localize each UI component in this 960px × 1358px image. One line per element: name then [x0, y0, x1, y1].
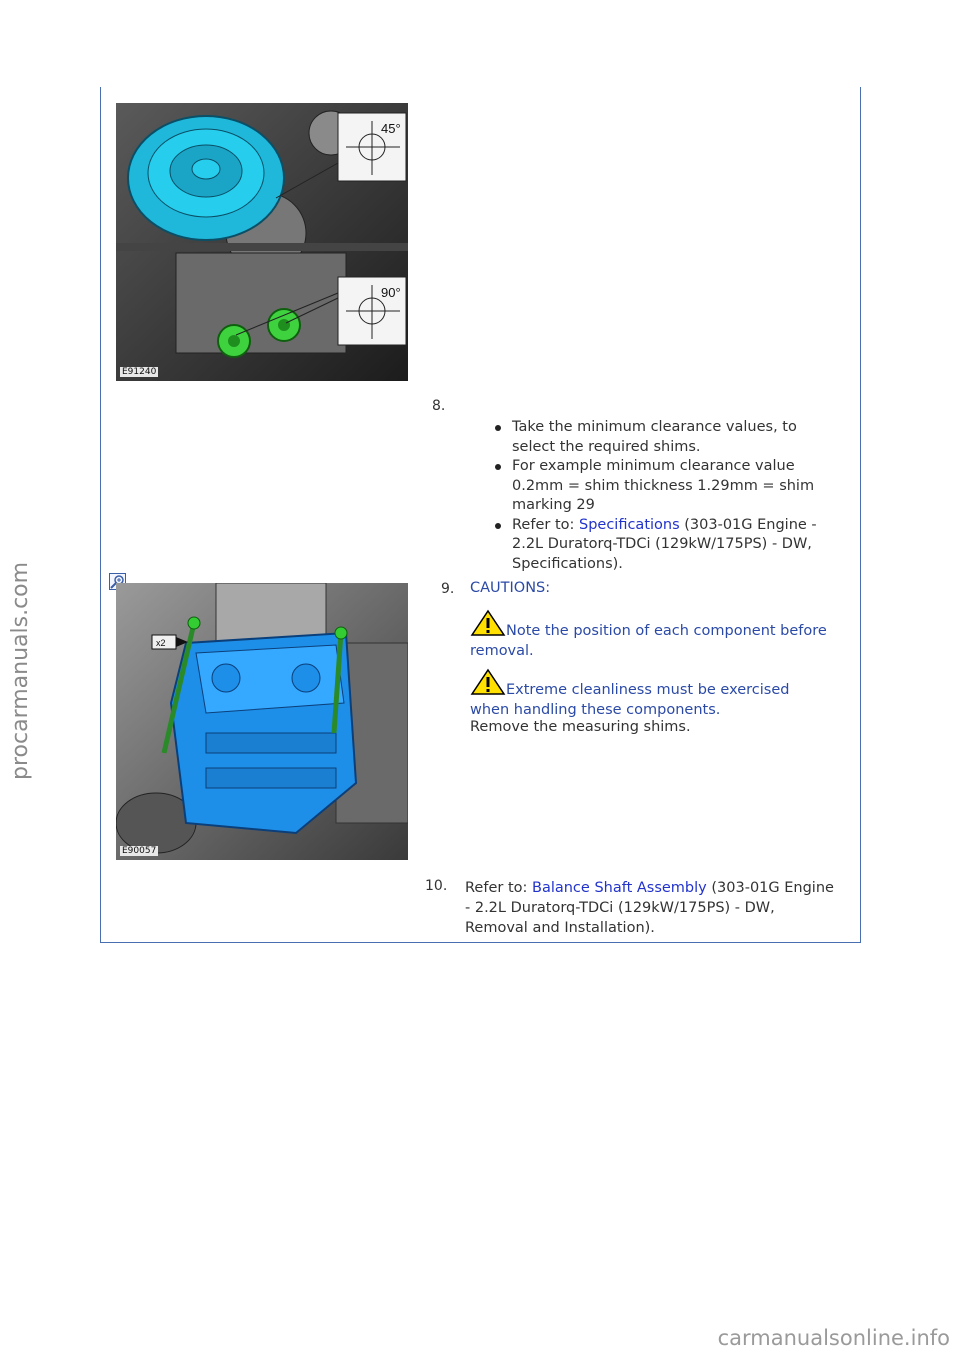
ref-prefix: Refer to: — [465, 880, 532, 896]
step-9-instruction: Remove the measuring shims. — [470, 719, 691, 735]
balance-shaft-assembly-link[interactable]: Balance Shaft Assembly — [532, 880, 707, 896]
warning-icon — [470, 609, 506, 637]
step-10-text — [465, 878, 835, 938]
caution-text: Extreme cleanliness must be exercised when handling these components. — [470, 682, 790, 718]
angle-90-label: 90° — [381, 285, 401, 300]
ref-suffix: (303-01G Engine - 2.2L Duratorq-TDCi (129kW/175PS) - DW, Specifications). — [512, 516, 817, 572]
figure-id: E91240 — [122, 367, 157, 377]
caution-text: Note the position of each component before removal. — [470, 623, 827, 659]
engine-drawing-2 — [116, 583, 408, 860]
ref-prefix: Refer to: — [512, 516, 579, 533]
figure-id: E90057 — [122, 846, 157, 856]
bullet-item: Take the minimum clearance values, to select the required shims. — [493, 418, 833, 457]
step-number: 10. — [425, 878, 448, 894]
bullet-item: For example minimum clearance value 0.2mm = shim thickness 1.29mm = shim marking 29 — [493, 457, 833, 516]
specifications-link[interactable]: Specifications — [579, 516, 680, 533]
illustration-crankshaft-pulley — [116, 103, 408, 381]
footer-watermark: carmanualsonline.info — [717, 1326, 950, 1350]
illustration-balance-shaft — [116, 583, 408, 860]
step-number: 9. — [441, 581, 455, 597]
step-8-bullets — [493, 418, 833, 574]
bullet-item — [493, 516, 833, 575]
procedure-frame — [100, 87, 861, 943]
caution-note-1 — [470, 609, 830, 661]
step-number: 8. — [432, 398, 446, 414]
angle-45-label: 45° — [381, 121, 401, 136]
warning-icon — [470, 668, 506, 696]
ref-suffix: (303-01G Engine - 2.2L Duratorq-TDCi (129kW/175PS) - DW, Removal and Installation). — [465, 880, 834, 936]
cautions-heading: CAUTIONS: — [470, 580, 551, 596]
side-watermark: procarmanuals.com — [8, 561, 33, 780]
engine-drawing-1 — [116, 103, 408, 381]
x2-callout: x2 — [156, 638, 166, 648]
caution-note-2 — [470, 668, 830, 720]
